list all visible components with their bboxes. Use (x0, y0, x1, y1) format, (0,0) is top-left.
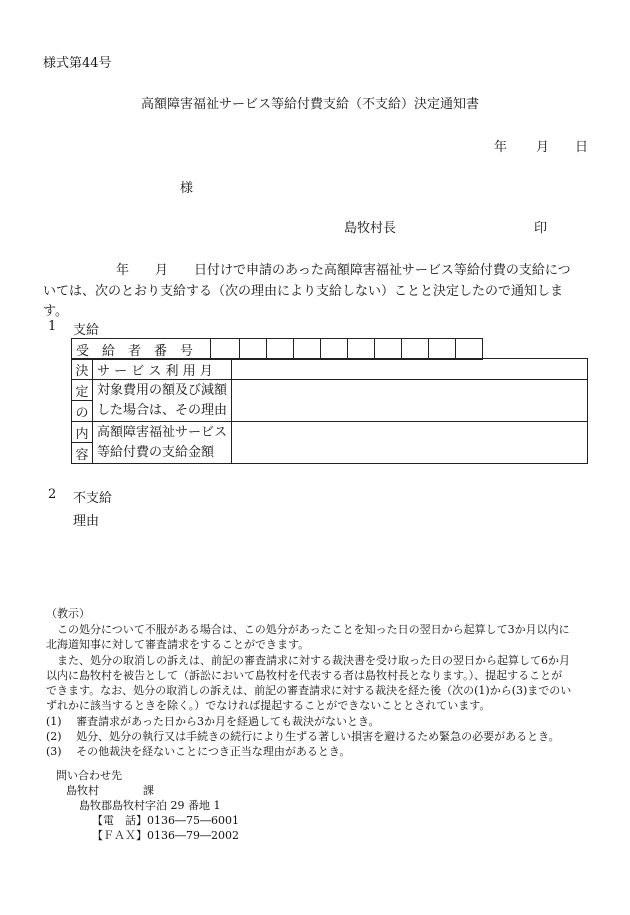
section1-label: 支給 (73, 323, 100, 338)
contact-tel: 【電 話】0136―75―6001 (92, 814, 239, 827)
recipient-number-digit[interactable] (456, 339, 483, 360)
month-label: 月 (536, 140, 550, 155)
notice-line: また、処分の取消しの訴えは、前記の審査請求に対する裁決書を受け取った日の翌日から起算して6か月 (46, 654, 570, 667)
section1-number: 1 (48, 319, 57, 334)
year-label: 年 (494, 140, 508, 155)
body-line-2: いては、次のとおり支給する（次の理由により支給しない）ことと決定したので通知しま (43, 284, 564, 299)
decision-column-char: 容 (72, 443, 93, 464)
decision-column-char: の (72, 401, 93, 422)
recipient-number-digit[interactable] (267, 339, 294, 360)
recipient-number-digit[interactable] (294, 339, 321, 360)
payment-amount-field[interactable] (232, 422, 588, 464)
recipient-number-table (71, 338, 483, 360)
notice-line: (3) その他裁決を経ないことにつき正当な理由があるとき。 (46, 745, 351, 758)
body-line-3: す。 (43, 304, 68, 319)
decision-column-char: 決 (72, 359, 93, 380)
recipient-number-digit[interactable] (429, 339, 456, 360)
contact-heading: 問い合わせ先 (56, 769, 122, 782)
seal-mark: 印 (534, 221, 548, 236)
issuer-name: 島牧村長 (344, 221, 397, 236)
section2-number: 2 (48, 487, 57, 502)
recipient-number-label: 受 給 者 番 号 (72, 339, 211, 360)
notice-line: できます。なお、処分の取消しの訴えは、前記の審査請求に対する裁決を経た後（次の(1)から(3)までのい (46, 684, 572, 697)
notice-line: 以内に島牧村を被告として（訴訟において島牧村を代表する者は島牧村長となります。）、提起することが (46, 669, 563, 682)
notice-line: (1) 審査請求があった日から3か月を経過しても裁決がないとき。 (46, 715, 380, 728)
contact-address: 島牧郡島牧村字泊 29 番地 1 (79, 799, 221, 812)
recipient-number-digit[interactable] (321, 339, 348, 360)
notice-line: ずれかに該当するときを除く。）でなければ提起することができないこととされています。 (46, 699, 491, 712)
decision-column-char: 定 (72, 380, 93, 401)
notice-line: (2) 処分、処分の執行又は手続きの続行により生ずる著しい損害を避けるため緊急の必要があるとき。 (46, 730, 560, 743)
service-month-label: サ ー ビ ス 利 用 月 (93, 359, 232, 380)
body-line-1: 年 月 日付けで申請のあった高額障害福祉サービス等給付費の支給につ (116, 263, 571, 278)
recipient-number-digit[interactable] (211, 339, 240, 360)
form-number: 様式第44号 (43, 56, 112, 71)
notice-heading: （教示） (46, 607, 90, 620)
cost-amount-label: 対象費用の額及び減額 した場合は、その理由 (93, 380, 232, 422)
contact-fax: 【ＦＡＸ】0136―79―2002 (92, 829, 239, 842)
service-month-field[interactable] (232, 359, 588, 380)
decision-column-char: 内 (72, 422, 93, 443)
payment-amount-label: 高額障害福祉サービス 等給付費の支給金額 (93, 422, 232, 464)
decision-table (71, 358, 588, 464)
section2-label: 不支給 (73, 491, 113, 506)
notice-line: この処分について不服がある場合は、この処分があったことを知った日の翌日から起算して3か月以内に (46, 623, 570, 636)
page-title: 高額障害福祉サービス等給付費支給（不支給）決定通知書 (141, 97, 480, 112)
recipient-number-digit[interactable] (348, 339, 375, 360)
recipient-number-digit[interactable] (240, 339, 267, 360)
notice-line: 北海道知事に対して審査請求をすることができます。 (46, 638, 310, 651)
cost-amount-field[interactable] (232, 380, 588, 422)
recipient-number-digit[interactable] (375, 339, 402, 360)
contact-office: 島牧村 課 (66, 784, 154, 797)
recipient-suffix: 様 (180, 181, 194, 196)
reason-label: 理由 (73, 514, 100, 529)
day-label: 日 (575, 140, 589, 155)
recipient-number-digit[interactable] (402, 339, 429, 360)
